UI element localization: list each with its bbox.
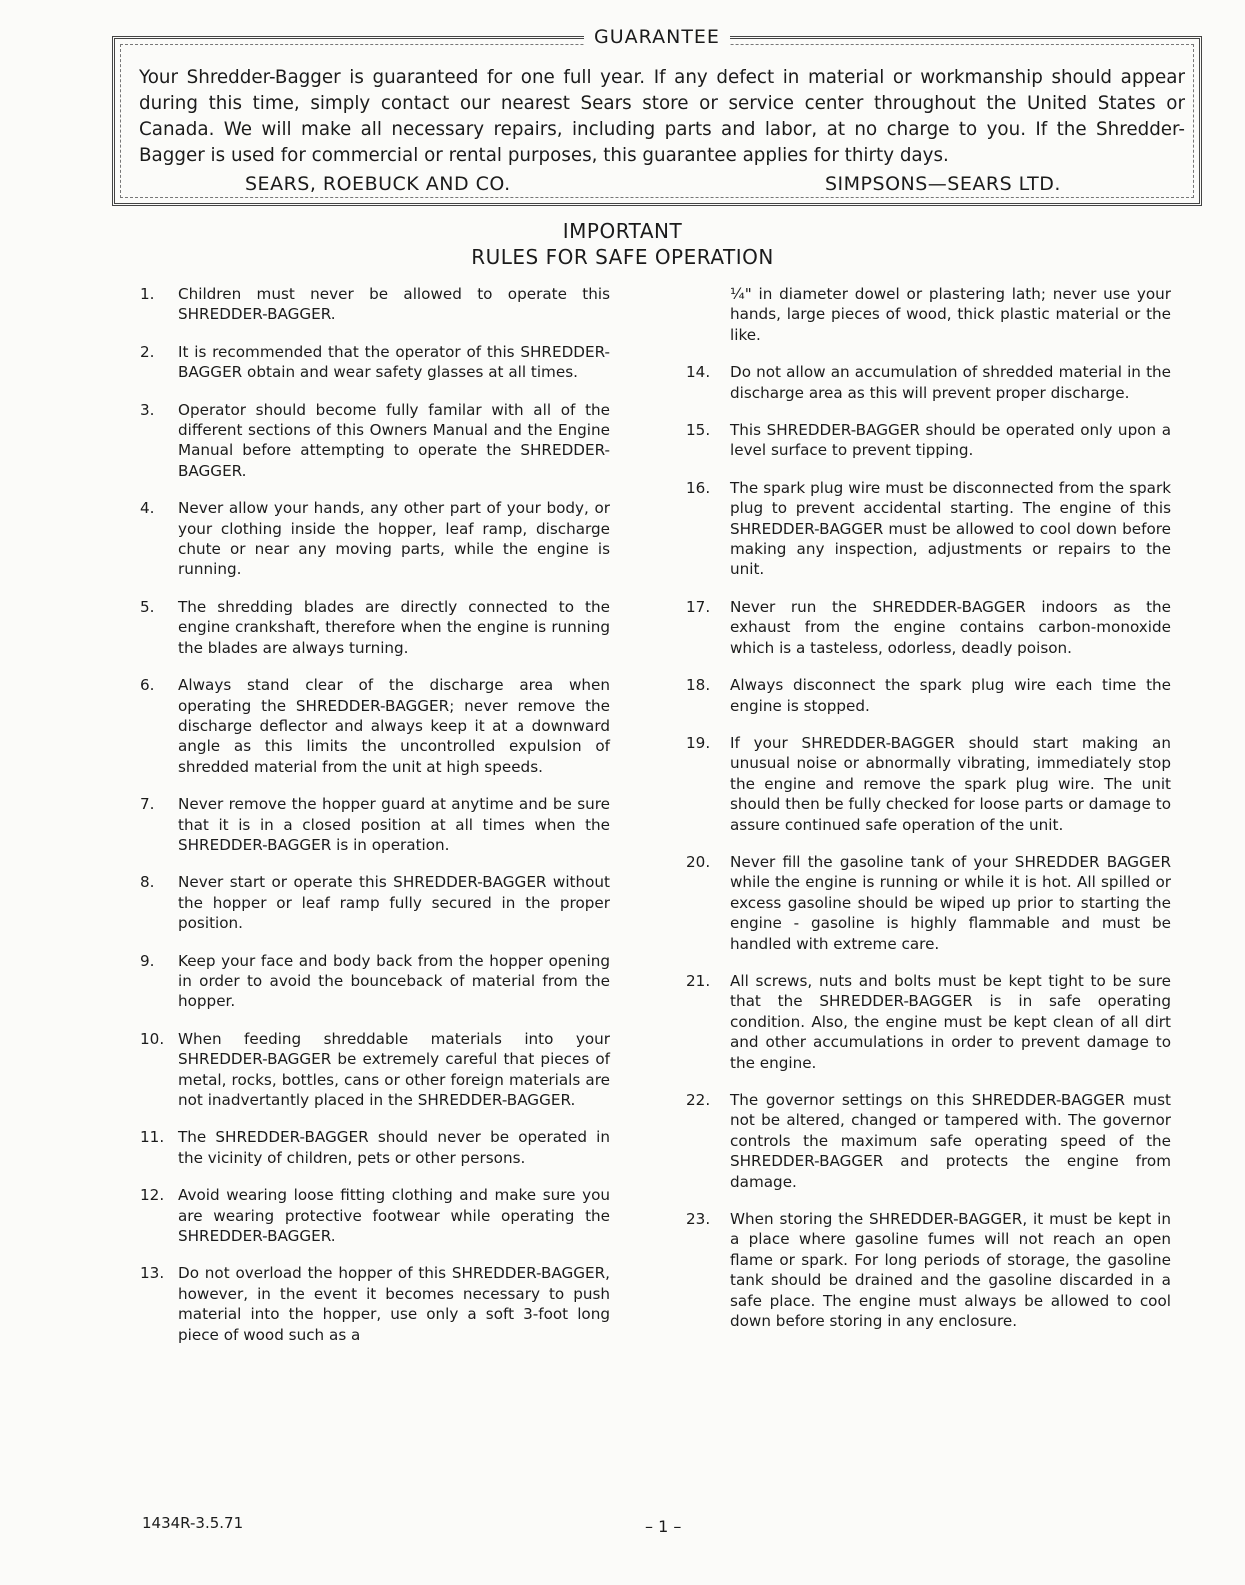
rule-item	[140, 400, 610, 482]
rule-number: 3.	[140, 400, 155, 419]
rule-text: It is recommended that the operator of this SHREDDER-BAGGER obtain and wear safety glasses at all times.	[178, 342, 610, 382]
rule-number: 7.	[140, 795, 155, 814]
rule-item	[140, 498, 610, 580]
rule-number: 15.	[686, 421, 711, 440]
rule-number: 1.	[140, 285, 155, 303]
rule-number: 20.	[686, 852, 711, 871]
rules-column-right	[686, 284, 1171, 1348]
rule-item	[140, 284, 610, 325]
rule-item	[686, 1090, 1171, 1192]
rule-number: 8.	[140, 873, 155, 892]
rule-text: The SHREDDER-BAGGER should never be operated in the vicinity of children, pets or other persons.	[178, 1128, 610, 1167]
rule-text: Operator should become fully familar with all of the different sections of this Owners Manual and the Engine Manual before attempting to operate the SHREDDER-BAGGER.	[178, 400, 610, 480]
rule-item	[140, 1263, 610, 1345]
rule-text: Never allow your hands, any other part of your body, or your clothing inside the hopper, leaf ramp, discharge chute or near any moving parts, while the engine is running.	[178, 499, 610, 579]
rule-item	[140, 342, 610, 383]
rule-text: Always disconnect the spark plug wire each time the engine is stopped.	[730, 676, 1171, 715]
rule-item	[140, 1127, 610, 1168]
guarantee-box	[112, 26, 1202, 206]
rule-number: 12.	[140, 1186, 165, 1205]
rule-item	[686, 733, 1171, 835]
rule-number: 4.	[140, 499, 155, 518]
rule-text: If your SHREDDER-BAGGER should start making an unusual noise or abnormally vibrating, immediately stop the engine and remove the spark plug wire. The unit should then be fully checked for loose parts or damage to assure continued safe operation of the unit.	[730, 733, 1171, 834]
rule-number: 17.	[686, 597, 711, 616]
rule-text: Keep your face and body back from the hopper opening in order to avoid the bounceback of material from the hopper.	[178, 951, 610, 1011]
rule-text: The spark plug wire must be disconnected from the spark plug to prevent accidental starting. The engine of this SHREDDER-BAGGER must be allowed to cool down before making any inspection, adjustments or repairs to the unit.	[730, 478, 1171, 579]
company-simpsons-sears: SIMPSONS—SEARS LTD.	[825, 173, 1061, 195]
company-sears-roebuck: SEARS, ROEBUCK AND CO.	[245, 173, 511, 195]
rule-text: Avoid wearing loose fitting clothing and make sure you are wearing protective footwear while operating the SHREDDER-BAGGER.	[178, 1186, 610, 1246]
rule-text: Do not allow an accumulation of shredded material in the discharge area as this will prevent proper discharge.	[730, 363, 1171, 402]
rule-item	[686, 675, 1171, 716]
rule-item	[140, 872, 610, 933]
rule-item	[140, 1029, 610, 1111]
rule-number: 13.	[140, 1264, 165, 1283]
rules-heading: RULES FOR SAFE OPERATION	[471, 245, 774, 269]
rule-number: 16.	[686, 478, 711, 497]
rule-text: When feeding shreddable materials into your SHREDDER-BAGGER be extremely careful that pieces of metal, rocks, bottles, cans or other foreign materials are not inadvertantly placed in the SHREDDER-BAGGER.	[178, 1029, 610, 1109]
rule-text: Never fill the gasoline tank of your SHREDDER BAGGER while the engine is running or while it is hot. All spilled or excess gasoline should be wiped up prior to starting the engine - gasoline is highly flammable and must be handled with extreme care.	[730, 852, 1171, 953]
rule-text: Never remove the hopper guard at anytime and be sure that it is in a closed position at all times when the SHREDDER-BAGGER is in operation.	[178, 795, 610, 854]
rule-number: 11.	[140, 1128, 165, 1147]
rule-number: 22.	[686, 1091, 711, 1109]
rule-text: Never start or operate this SHREDDER-BAGGER without the hopper or leaf ramp fully secured in the proper position.	[178, 873, 610, 933]
rule-number: 2.	[140, 342, 155, 361]
rule-item	[140, 597, 610, 658]
rule-text: Do not overload the hopper of this SHREDDER-BAGGER, however, in the event it becomes necessary to push material into the hopper, use only a soft 3-foot long piece of wood such as a	[178, 1264, 610, 1344]
rule-text: This SHREDDER-BAGGER should be operated only upon a level surface to prevent tipping.	[730, 421, 1171, 460]
rule-text: Children must never be allowed to operate this SHREDDER-BAGGER.	[178, 285, 610, 324]
rule-13-continuation: ¼" in diameter dowel or plastering lath; never use your hands, large pieces of wood, thick plastic material or the like.	[730, 285, 1171, 344]
rule-text: The governor settings on this SHREDDER-BAGGER must not be altered, changed or tampered with. The governor controls the maximum safe operating speed of the SHREDDER-BAGGER and protects the engine from damage.	[730, 1091, 1171, 1191]
rule-text: The shredding blades are directly connected to the engine crankshaft, therefore when the engine is running the blades are always turning.	[178, 597, 610, 657]
rule-item	[686, 1209, 1171, 1331]
rule-number: 21.	[686, 971, 711, 990]
rule-number: 19.	[686, 733, 711, 752]
rule-number: 14.	[686, 363, 711, 382]
rule-item	[686, 478, 1171, 580]
rule-text: When storing the SHREDDER-BAGGER, it must be kept in a place where gasoline fumes will not reach an open flame or spark. For long periods of storage, the gasoline tank should be drained and the gasoline discarded in a safe place. The engine must always be allowed to cool down before storing in any enclosure.	[730, 1210, 1171, 1331]
rule-item	[686, 362, 1171, 403]
rule-item	[686, 420, 1171, 461]
rules-column-left	[140, 284, 610, 1362]
page-number: – 1 –	[645, 1517, 682, 1536]
rule-item	[140, 794, 610, 855]
rule-item	[140, 1185, 610, 1246]
rule-number: 6.	[140, 676, 155, 695]
rule-number: 5.	[140, 597, 155, 616]
important-heading: IMPORTANT	[562, 219, 683, 243]
rule-text: All screws, nuts and bolts must be kept tight to be sure that the SHREDDER-BAGGER is in safe operating condition. Also, the engine must be kept clean of all dirt and other accumulations in order to prevent damage to the engine.	[730, 971, 1171, 1072]
document-code: 1434R-3.5.71	[142, 1514, 244, 1532]
rule-text: Never run the SHREDDER-BAGGER indoors as the exhaust from the engine contains carbon-monoxide which is a tasteless, odorless, deadly poison.	[730, 597, 1171, 657]
rule-number: 10.	[140, 1029, 165, 1048]
rule-item	[140, 675, 610, 777]
rule-number: 23.	[686, 1210, 711, 1229]
rule-item	[686, 597, 1171, 658]
rule-item	[140, 951, 610, 1012]
rule-item	[686, 852, 1171, 954]
guarantee-text: Your Shredder-Bagger is guaranteed for one full year. If any defect in material or workmanship should appear during this time, simply contact our nearest Sears store or service center throughout the United States or Canada. We will make all necessary repairs, including parts and labor, at no charge to you. If the Shredder-Bagger is used for commercial or rental purposes, this guarantee applies for thirty days.	[139, 67, 1185, 166]
rule-text: Always stand clear of the discharge area when operating the SHREDDER-BAGGER; never remove the discharge deflector and always keep it at a downward angle as this limits the uncontrolled expulsion of shredded material from the unit at high speeds.	[178, 676, 610, 776]
rule-number: 9.	[140, 951, 155, 970]
guarantee-title: GUARANTEE	[584, 26, 730, 48]
rule-number: 18.	[686, 676, 711, 695]
rule-item	[686, 971, 1171, 1073]
